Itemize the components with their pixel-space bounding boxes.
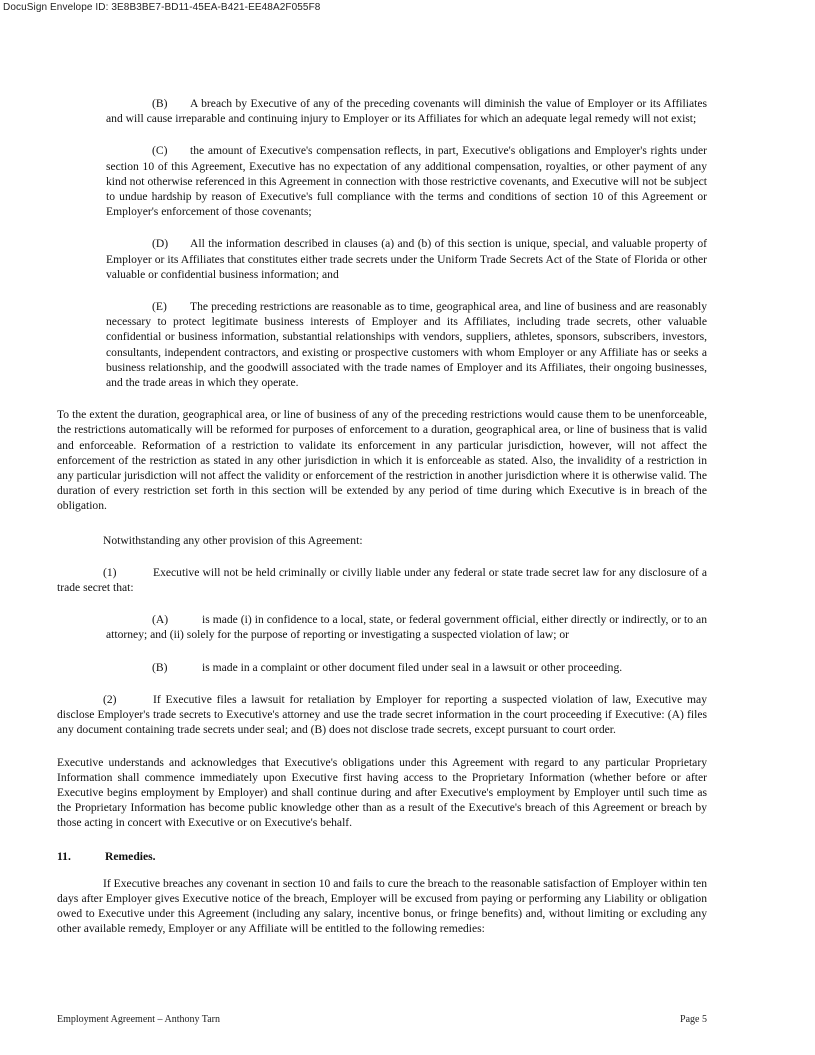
- clause-d: [106, 236, 707, 282]
- clause-label: (D): [152, 237, 169, 251]
- clause-text: the amount of Executive's compensation reflects, in part, Executive's obligations and Employer's rights under section 10 of this Agreement, Executive has no expectation of any additional compensation, royalties, or other payment of any kind not otherwise referenced in this Agreement in connection with those restrictive covenants, and Executive will not be subject to undue hardship by reason of Executive's full compliance with the terms and conditions of section 10 of this Agreement or Employer's enforcement of those covenants;: [106, 144, 707, 219]
- item-1-a: [106, 612, 707, 642]
- item-1: [57, 565, 707, 595]
- clause-label: (B): [152, 97, 168, 110]
- item-label: (2): [103, 692, 117, 706]
- clause-e: [106, 299, 707, 390]
- page-footer: [57, 1014, 707, 1025]
- item-text: is made (i) in confidence to a local, state, or federal government official, either directly or indirectly, or to an attorney; and (ii) solely for the purpose of reporting or investigating a suspected violation of law; or: [106, 613, 707, 642]
- clause-c: [106, 143, 707, 219]
- document-page: [57, 96, 707, 953]
- clause-text: A breach by Executive of any of the preceding covenants will diminish the value of Employer or its Affiliates and will cause irreparable and continuing injury to Employer or its Affiliates for which an adequate legal remedy will not exist;: [106, 97, 707, 126]
- clause-text: All the information described in clauses (a) and (b) of this section is unique, special, and valuable property of Employer or its Affiliates that constitutes either trade secrets under the Uniform Trade Secrets Act of the State of Florida or other valuable or confidential business information; and: [106, 237, 707, 281]
- item-label: (A): [152, 613, 169, 627]
- docusign-envelope-id: DocuSign Envelope ID: 3E8B3BE7-BD11-45EA-B421-EE48A2F055F8: [3, 2, 321, 13]
- section-title: Remedies.: [105, 849, 156, 863]
- clause-b: [106, 96, 707, 126]
- section-heading: [57, 850, 707, 863]
- clause-text: The preceding restrictions are reasonable as to time, geographical area, and line of business and are reasonably necessary to protect legitimate business interests of Employer and its Affiliates, including trade secrets, other valuable confidential or business information, substantial relationships with vendors, suppliers, athletes, sponsors, subscribers, investors, consultants, independent contractors, and existing or prospective customers with whom Employer or any Affiliate has or seeks a business relationship, and the goodwill associated with the trade names of Employer and its Affiliates, their ongoing businesses, and the trade areas in which they operate.: [106, 300, 707, 390]
- footer-document-title: Employment Agreement – Anthony Tarn: [57, 1014, 220, 1025]
- item-1-b: [106, 660, 707, 675]
- section-number: 11.: [57, 849, 71, 863]
- item-text: is made in a complaint or other document filed under seal in a lawsuit or other proceeding.: [202, 660, 623, 674]
- footer-page-number: Page 5: [680, 1014, 707, 1025]
- acknowledgement-paragraph: Executive understands and acknowledges that Executive's obligations under this Agreement with regard to any particular Proprietary Information shall commence immediately upon Executive first having access to the Proprietary Information (whether before or after Executive begins employment by Employer) and shall continue during and after Executive's employment by Employer until such time as the Proprietary Information has become public knowledge other than as a result of the Executive's breach of this Agreement or breach by those acting in concert with Executive or on Executive's behalf.: [57, 755, 707, 830]
- item-2: [57, 692, 707, 738]
- remedies-paragraph: If Executive breaches any covenant in section 10 and fails to cure the breach to the reasonable satisfaction of Employer within ten days after Employer gives Executive notice of the breach, Employer will be excused from paying or performing any Liability or obligation owed to Executive under this Agreement (including any salary, incentive bonus, or fringe benefits) and, without limiting or excluding any other available remedy, Employer or any Affiliate will be entitled to the following remedies:: [57, 876, 707, 936]
- item-text: Executive will not be held criminally or civilly liable under any federal or state trade secret law for any disclosure of a trade secret that:: [57, 565, 707, 595]
- item-label: (B): [152, 660, 168, 674]
- clause-label: (E): [152, 300, 167, 314]
- reformation-paragraph: To the extent the duration, geographical area, or line of business of any of the preceding restrictions would cause them to be unenforceable, the restrictions automatically will be reformed for purposes of enforcement to a duration, geographical area, or line of business that is valid and enforceable. Reformation of a restriction to validate its enforcement in any particular jurisdiction, however, will not affect the enforcement of the restriction as stated in any other jurisdiction in which it is enforceable as stated. Also, the invalidity of a restriction in any particular jurisdiction will not affect the validity or enforcement of the restriction in another jurisdiction where it is otherwise valid. The duration of every restriction set forth in this section will be extended by any period of time during which Executive is in breach of the obligation.: [57, 408, 707, 513]
- item-text: If Executive files a lawsuit for retaliation by Employer for reporting a suspected violation of law, Executive may disclose Employer's trade secrets to Executive's attorney and use the trade secret information in the court proceeding if Executive: (A) files any document containing trade secrets under seal; and (B) does not disclose trade secrets, except pursuant to court order.: [57, 692, 707, 737]
- notwithstanding-paragraph: Notwithstanding any other provision of this Agreement:: [103, 533, 363, 547]
- clause-label: (C): [152, 144, 168, 158]
- item-label: (1): [103, 565, 117, 579]
